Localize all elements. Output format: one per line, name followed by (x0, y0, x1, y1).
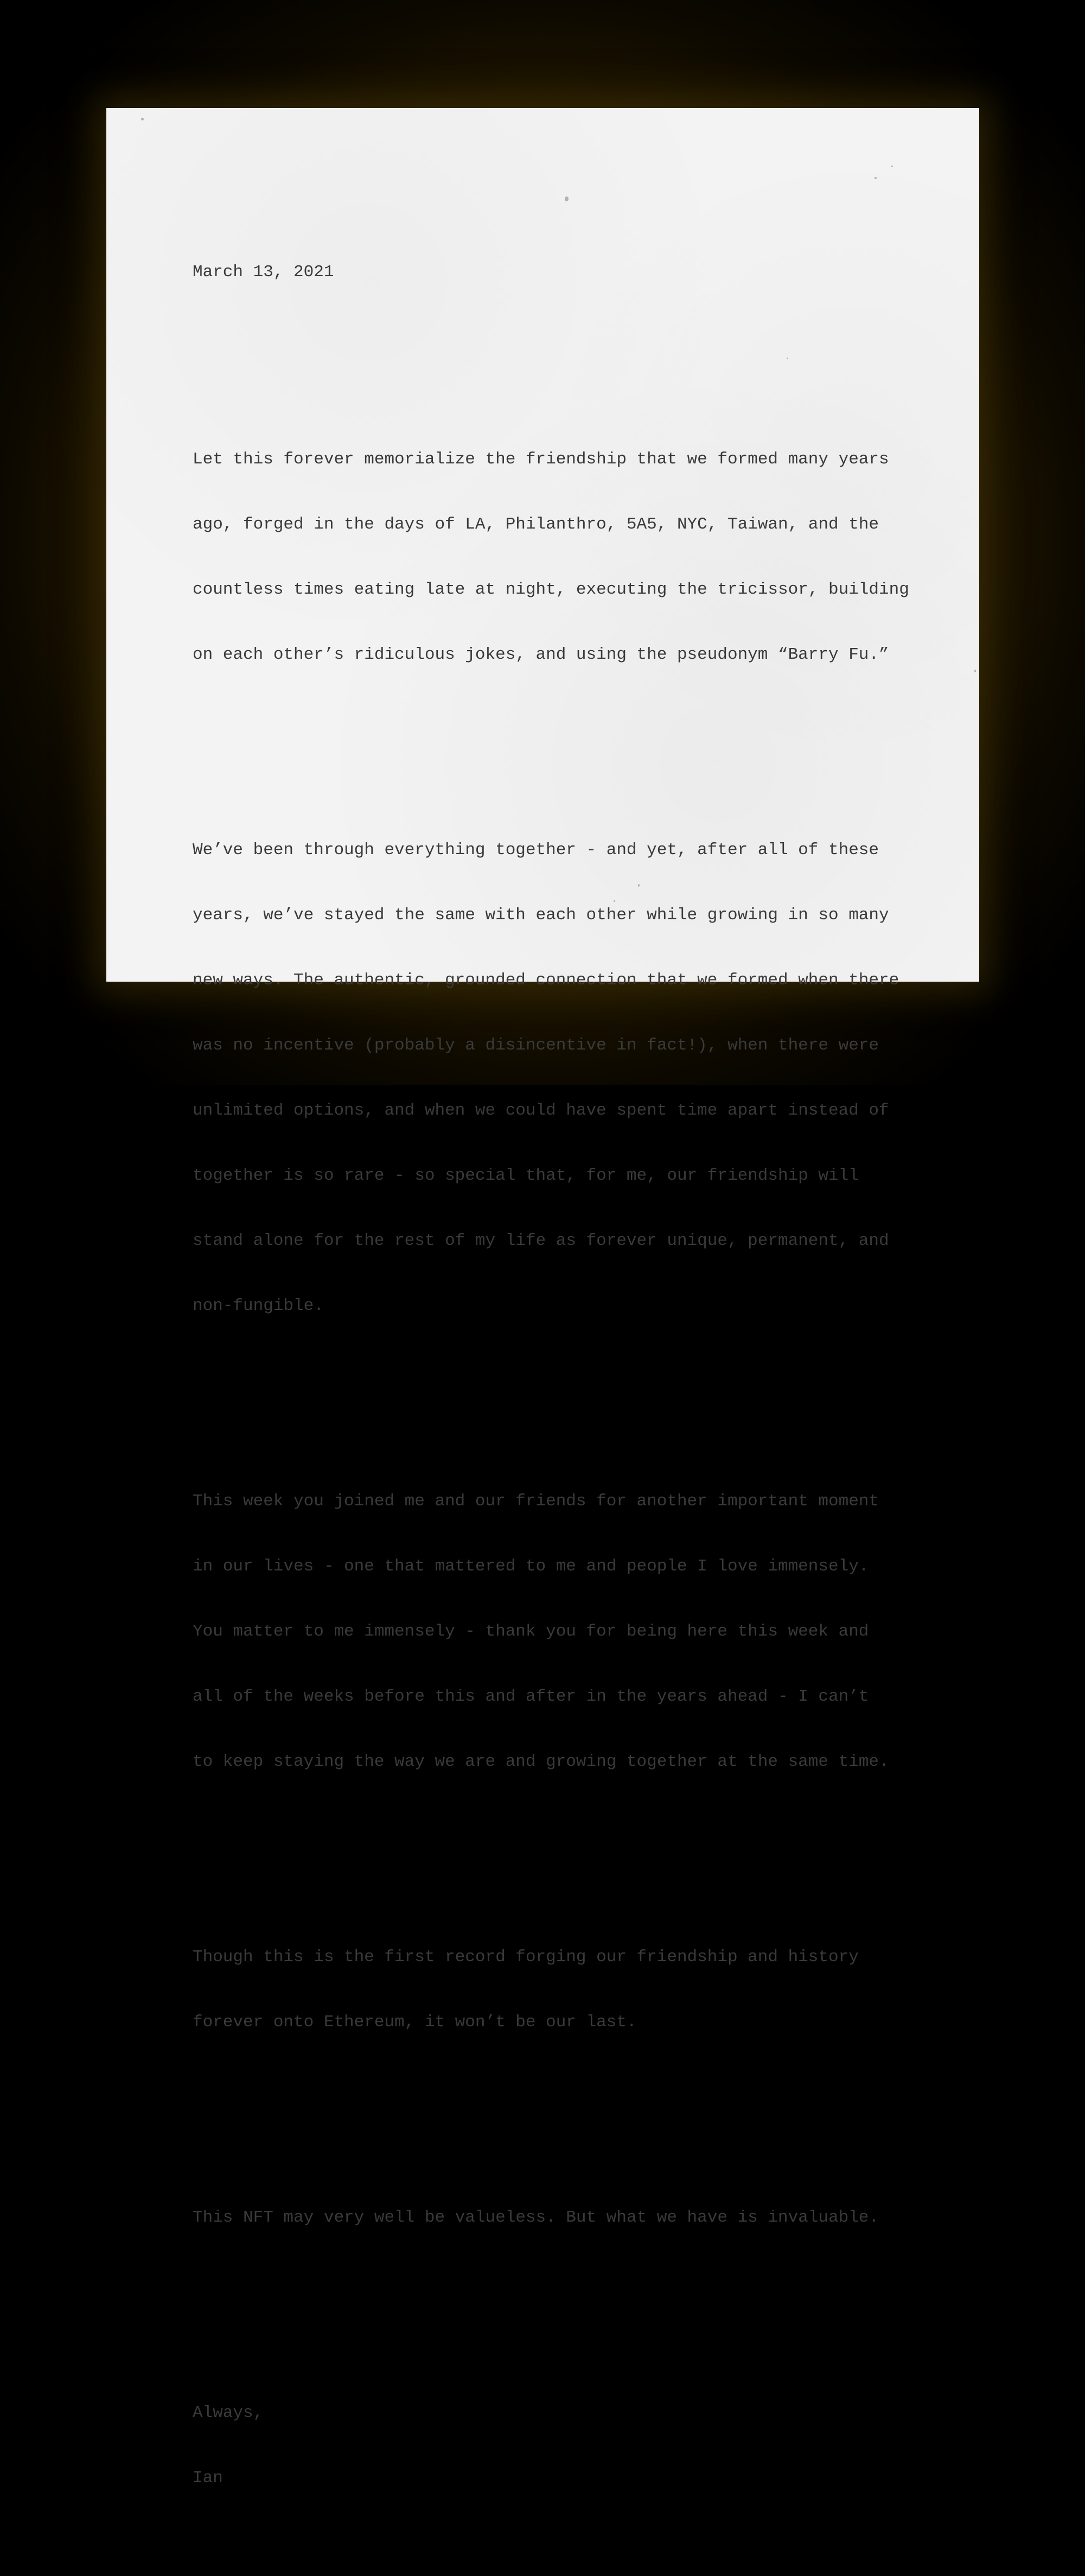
text-line: forever onto Ethereum, it won’t be our last. (193, 2013, 637, 2032)
paragraph-1 (193, 405, 914, 709)
paper-speck (875, 177, 877, 179)
text-line: This NFT may very well be valueless. But what we have is invaluable. (193, 2208, 879, 2227)
letter-closing (193, 2359, 914, 2533)
text-line: to keep staying the way we are and growing together at the same time. (193, 1752, 889, 1771)
signature-text: Ian (193, 2469, 223, 2488)
paragraph-2 (193, 796, 914, 1360)
text-line: We’ve been through everything together - and yet, after all of these (193, 841, 879, 860)
text-line: Let this forever memorialize the friendship that we formed many years (193, 450, 889, 469)
text-line: unlimited options, and when we could have spent time apart instead of (193, 1101, 889, 1120)
text-line: was no incentive (probably a disincentive in fact!), when there were (193, 1036, 879, 1055)
text-line: all of the weeks before this and after in the years ahead - I can’t (193, 1687, 869, 1706)
text-line: countless times eating late at night, executing the tricissor, building (193, 580, 909, 599)
text-line: years, we’ve stayed the same with each other while growing in so many (193, 906, 889, 925)
text-line: ago, forged in the days of LA, Philanthro, 5A5, NYC, Taiwan, and the (193, 515, 879, 534)
paper-speck (141, 118, 144, 120)
paper-speck (565, 196, 569, 201)
text-line: Though this is the first record forging our friendship and history (193, 1948, 859, 1967)
letter-body (193, 218, 914, 2576)
text-line: new ways. The authentic, grounded connection that we formed when there (193, 971, 899, 990)
paper-speck (891, 166, 893, 167)
text-line: You matter to me immensely - thank you for being here this week and (193, 1622, 869, 1641)
text-line: in our lives - one that mattered to me and people I love immensely. (193, 1557, 869, 1576)
paragraph-4 (193, 1903, 914, 2077)
text-line: This week you joined me and our friends for another important moment (193, 1492, 879, 1511)
text-line: together is so rare - so special that, for me, our friendship will (193, 1166, 859, 1185)
paragraph-5 (193, 2164, 914, 2272)
text-line: non-fungible. (193, 1296, 324, 1315)
closing-text: Always, (193, 2403, 264, 2422)
letter-date: March 13, 2021 (193, 263, 334, 282)
text-line: stand alone for the rest of my life as forever unique, permanent, and (193, 1231, 889, 1250)
text-line: on each other’s ridiculous jokes, and using the pseudonym “Barry Fu.” (193, 645, 889, 664)
letter-paper (106, 108, 979, 2488)
paragraph-3 (193, 1447, 914, 1816)
paper-speck (974, 670, 976, 672)
